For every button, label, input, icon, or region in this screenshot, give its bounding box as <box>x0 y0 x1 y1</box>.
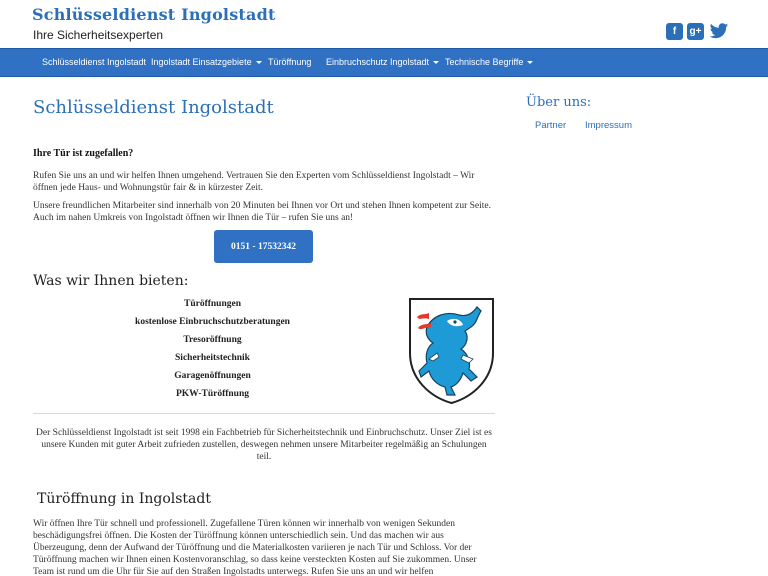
caret-down-icon <box>433 61 439 64</box>
divider <box>33 413 495 414</box>
nav-item-einbruchschutz[interactable] <box>326 49 439 76</box>
nav-item-schluesseldienst[interactable] <box>42 49 146 76</box>
lead-heading: Ihre Tür ist zugefallen? <box>33 148 134 159</box>
twitter-icon[interactable] <box>708 23 730 40</box>
phone-button[interactable]: 0151 - 17532342 <box>214 230 313 263</box>
sidebar-link-impressum[interactable]: Impressum <box>585 120 632 131</box>
nav-item-label: Einbruchschutz Ingolstadt <box>326 57 430 67</box>
services-list <box>119 295 306 403</box>
nav-item-technische-begriffe[interactable] <box>445 49 533 76</box>
site-title[interactable]: Schlüsseldienst Ingolstadt <box>32 5 276 24</box>
list-item: kostenlose Einbruchschutzberatungen <box>135 317 290 327</box>
nav-item-label: Ingolstadt Einsatzgebiete <box>151 57 252 67</box>
nav-item-tueroeffnung[interactable] <box>268 49 311 76</box>
main-navigation <box>0 48 768 77</box>
nav-item-label: Türöffnung <box>268 57 312 67</box>
intro-paragraph: Rufen Sie uns an und wir helfen Ihnen umgehend. Vertrauen Sie den Experten vom Schlüsseldienst Ingolstadt – Wir öffnen jede Haus- und Wohnungstür fair & in kürzester Zeit. <box>33 171 475 193</box>
list-item: Garagenöffnungen <box>174 371 251 381</box>
nav-item-label: Technische Begriffe <box>445 57 524 67</box>
about-paragraph: Der Schlüsseldienst Ingolstadt ist seit 1998 ein Fachbetrieb für Sicherheitstechnik und Einbruchschutz. Unser Ziel ist es unsere Kunden mit guter Arbeit zufrieden zustellen, deswegen nehmen unsere Mitarbeiter regelmäßig an Schulungen teil. <box>36 428 492 462</box>
intro-paragraph-2: Unsere freundlichen Mitarbeiter sind innerhalb von 20 Minuten bei Ihnen vor Ort und stehen Ihnen kompetent zur Seite. Auch im nahen Umkreis von Ingolstadt öffnen wir Ihnen die Tür – rufen Sie uns an! <box>33 201 491 223</box>
page-title: Schlüsseldienst Ingolstadt <box>33 97 274 118</box>
caret-down-icon <box>256 61 262 64</box>
site-tagline: Ihre Sicherheitsexperten <box>33 28 164 42</box>
site-header <box>0 0 768 48</box>
nav-item-label: Schlüsseldienst Ingolstadt <box>42 57 147 67</box>
nav-item-einsatzgebiete[interactable] <box>151 49 262 76</box>
social-links <box>666 23 730 40</box>
list-item: Sicherheitstechnik <box>175 353 250 363</box>
section-heading: Türöffnung in Ingolstadt <box>37 491 211 507</box>
offer-heading: Was wir Ihnen bieten: <box>33 273 189 289</box>
ingolstadt-coat-of-arms <box>407 297 496 405</box>
sidebar-link-partner[interactable]: Partner <box>535 120 567 131</box>
sidebar-title: Über uns: <box>526 95 592 110</box>
facebook-icon[interactable]: f <box>666 23 683 40</box>
list-item: PKW-Türöffnung <box>175 389 250 399</box>
google-plus-icon[interactable]: g+ <box>687 23 704 40</box>
caret-down-icon <box>527 61 533 64</box>
list-item: Tresoröffnung <box>183 335 242 345</box>
tueroeffnung-paragraph: Wir öffnen Ihre Tür schnell und professionell. Zugefallene Türen können wir innerhalb von wenigen Sekunden beschädigungsfrei öffnen. Die Kosten der Türöffnung können unterschiedlich sein. Und das machen wir aus Überzeugung, denn der Aufwand der Türöffnung und die Materialkosten variieren je nach Tür und Schloss. Vor der Türöffnung machen wir Ihnen einen Kostenvoranschlag, so dass keine versteckten Kosten auf Sie zukommen. Unser Team ist rund um die Uhr für Sie auf den Straßen Ingolstadts unterwegs. Rufen Sie uns an und wir helfen <box>33 519 477 576</box>
list-item: Türöffnungen <box>183 299 241 309</box>
